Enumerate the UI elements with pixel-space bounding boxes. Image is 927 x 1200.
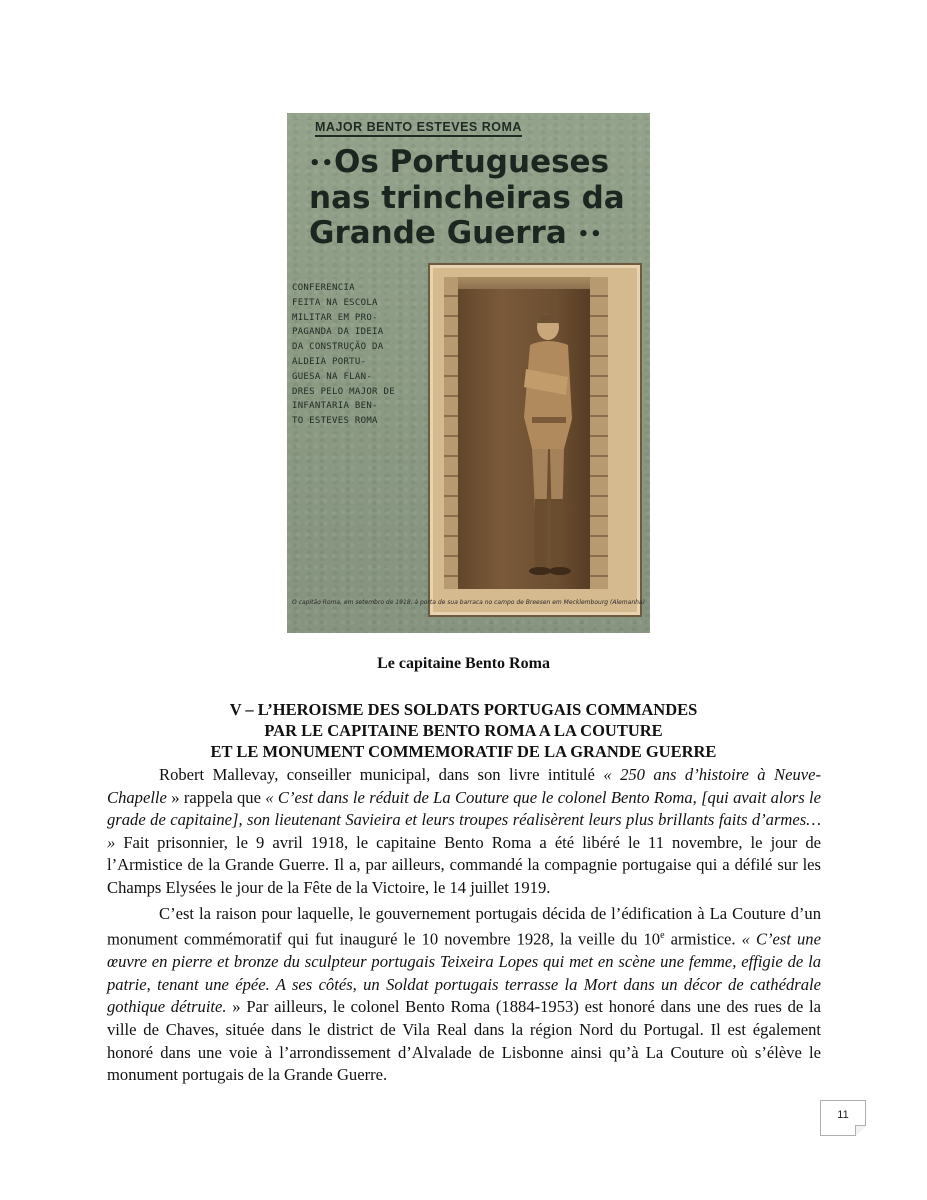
cover-subtitle-line: GUESA NA FLAN-: [292, 371, 373, 382]
quotation: « C’est une œuvre en pierre et bronze du sculpteur portugais Teixeira Lopes qui met en scène une femme, effigie de la patrie, tenant une épée. A ses côtés, un Soldat portugais terrasse la Mort dans un décor de cathédrale gothique détruite.: [107, 929, 821, 1017]
cover-subtitle-line: ALDEIA PORTU-: [292, 356, 367, 367]
text-run: » Par ailleurs, le colonel Bento Roma (1884-1953) est honoré dans une des rues de la ville de Chaves, située dans le district de Vila Real dans la région Nord du Portugal. Il est également honoré dans une voie à l’arrondissement d’Alvalade de Lisbonne ainsi qu’à La Couture où s’élève le monument portugais de la Grande Guerre.: [107, 997, 821, 1085]
heading-line: ET LE MONUMENT COMMEMORATIF DE LA GRANDE GUERRE: [210, 742, 717, 761]
text-run: » rappela que: [166, 787, 266, 807]
text-run: armistice.: [664, 929, 742, 949]
page-number-box: [820, 1100, 866, 1136]
paragraph-1: [107, 764, 821, 900]
cover-title-line3: Grande Guerra: [309, 215, 567, 251]
cover-subtitle-line: MILITAR EM PRO-: [292, 312, 378, 323]
cover-title-line2: nas trincheiras da: [309, 180, 625, 216]
door-lintel: [444, 277, 608, 289]
cover-subtitle-line: PAGANDA DA IDEIA: [292, 327, 384, 338]
cover-subtitle: [292, 281, 420, 429]
cover-title: ••Os Portugueses nas trincheiras da Grande Guerra ••: [309, 145, 649, 252]
paragraph-2: [107, 903, 821, 1087]
section-heading: [0, 699, 927, 762]
quotation: « C’est dans le réduit de La Couture que le colonel Bento Roma, [qui avait alors le grade de capitaine], son lieutenant Savieira et leurs troupes réalisèrent leurs plus brillants faits d’armes… »: [107, 787, 821, 852]
ordinal-superscript: e: [660, 930, 665, 942]
text-run: C’est la raison pour laquelle, le gouvernement portugais décida de l’édification à La Couture d’un monument commémoratif qui fut inauguré le 10 novembre 1928, la veille du 10: [107, 903, 821, 949]
page-curl-icon: [855, 1125, 866, 1136]
cover-subtitle-line: FEITA NA ESCOLA: [292, 297, 378, 308]
soldier-figure: [502, 299, 592, 584]
heading-line: PAR LE CAPITAINE BENTO ROMA A LA COUTURE: [264, 721, 663, 740]
photo-caption: O capitão Roma, em setembro de 1918, à porta de sua barraca no campo de Breesen em Mecklembourg (Alemanha): [292, 599, 645, 606]
cover-subtitle-line: TO ESTEVES ROMA: [292, 416, 378, 427]
text-run: Fait prisonnier, le 9 avril 1918, le capitaine Bento Roma a été libéré le 11 novembre, le jour de l’Armistice de la Grande Guerre. Il a, par ailleurs, commandé la compagnie portugaise qui a défilé sur les Champs Elysées le jour de la Fête de la Victoire, le 14 juillet 1919.: [107, 832, 821, 897]
cover-subtitle-line: DRES PELO MAJOR DE: [292, 386, 395, 397]
cover-subtitle-line: DA CONSTRUÇÃO DA: [292, 342, 384, 353]
cover-subtitle-line: INFANTARIA BEN-: [292, 401, 378, 412]
book-title-quote: « 250 ans d’histoire à Neuve-Chapelle: [107, 765, 821, 807]
cover-subtitle-line: CONFERENCIA: [292, 283, 355, 293]
cover-author: MAJOR BENTO ESTEVES ROMA: [315, 120, 522, 137]
figure-caption: Le capitaine Bento Roma: [377, 655, 550, 672]
body-text: [107, 764, 821, 1090]
door-jamb-right: [590, 277, 608, 589]
book-cover-image: [287, 113, 650, 633]
soldier-photo: [428, 263, 642, 617]
cover-title-line1: Os Portugueses: [334, 144, 610, 180]
heading-line: V – L’HEROISME DES SOLDATS PORTUGAIS COMMANDES: [229, 700, 698, 719]
door-jamb-left: [444, 277, 458, 589]
text-run: Robert Mallevay, conseiller municipal, dans son livre intitulé: [159, 765, 604, 784]
page-number: 11: [837, 1109, 849, 1121]
photo-doorway: [444, 277, 608, 589]
